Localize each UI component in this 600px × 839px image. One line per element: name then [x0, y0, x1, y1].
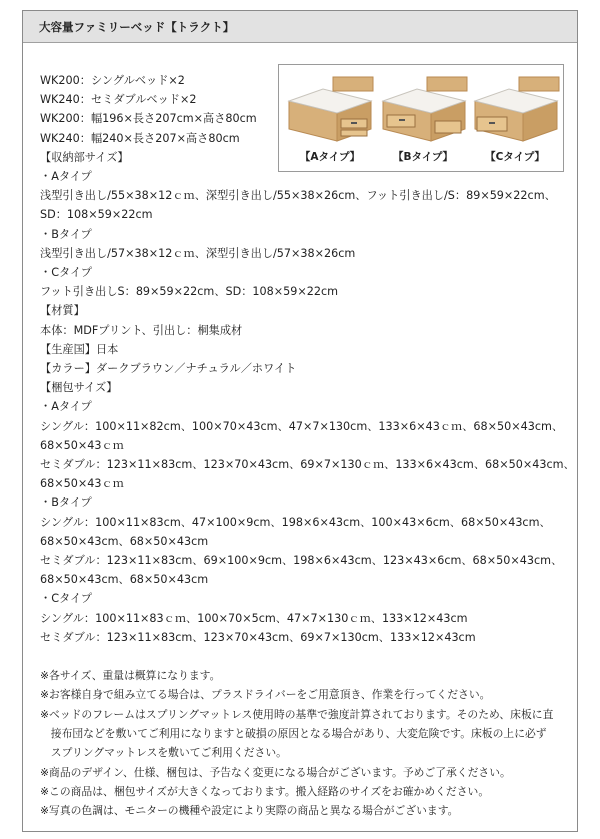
spec-line: 【カラー】ダークブラウン／ナチュラル／ホワイト — [40, 362, 297, 375]
bed-type-a-image — [285, 71, 375, 145]
note-line: ※商品のデザイン、仕様、梱包は、予告なく変更になる場合がございます。予めご了承ください。 — [40, 765, 511, 779]
section-header — [23, 11, 577, 43]
bed-type-b-image — [379, 71, 469, 145]
spec-line: ・Bタイプ — [40, 496, 92, 510]
spec-line: 【収納部サイズ】 — [40, 150, 129, 164]
note-line: 接布団などを敷いてご利用になりますと破損の原因となる場合があり、大変危険です。床板の上に必ず — [40, 726, 547, 740]
note-line: スプリングマットレスを敷いてご利用ください。 — [40, 746, 287, 760]
spec-line: 【生産国】日本 — [40, 342, 119, 356]
spec-line: WK200：幅196×長さ207cm×高さ80cm — [40, 112, 257, 126]
spec-line: 68×50×43cm、68×50×43cm — [40, 573, 209, 587]
spec-line: 本体：MDFプリント、引出し：桐集成材 — [40, 323, 243, 337]
spec-line: 68×50×43cm、68×50×43cm — [40, 534, 209, 548]
page-title: 大容量ファミリーベッド【トラクト】 — [39, 20, 235, 34]
spec-line: セミダブル：123×11×83cm、123×70×43cm、69×7×130ｃｍ、133×6×43cm、68×50×43cm、 — [40, 458, 575, 471]
spec-line: SD：108×59×22cm — [40, 208, 153, 222]
spec-line: ・Bタイプ — [40, 227, 92, 241]
spec-line: シングル：100×11×82cm、100×70×43cm、47×7×130cm、133×6×43ｃｍ、68×50×43cm、 — [40, 419, 564, 433]
spec-line: 浅型引き出し/57×38×12ｃｍ、深型引き出し/57×38×26cm — [40, 246, 356, 260]
spec-line: WK240：幅240×長さ207×高さ80cm — [40, 131, 240, 145]
note-line: ※各サイズ、重量は概算になります。 — [40, 669, 221, 682]
note-line: ※写真の色調は、モニターの機種や設定により実際の商品と異なる場合がございます。 — [40, 804, 459, 818]
spec-line: 68×50×43ｃｍ — [40, 477, 124, 491]
note-line: ※ベッドのフレームはスプリングマットレス使用時の基準で強度計算されております。そのため、床板に直 — [40, 707, 554, 721]
photo-caption-c: 【Cタイプ】 — [485, 151, 545, 163]
spec-line: ・Aタイプ — [40, 400, 92, 414]
photo-caption-b: 【Bタイプ】 — [392, 151, 454, 163]
spec-line: セミダブル：123×11×83cm、69×100×9cm、198×6×43cm、123×43×6cm、68×50×43cm、 — [40, 554, 563, 567]
spec-line: シングル：100×11×83ｃｍ、100×70×5cm、47×7×130ｃｍ、133×12×43cm — [40, 611, 468, 625]
spec-line: セミダブル：123×11×83cm、123×70×43cm、69×7×130cm、133×12×43cm — [40, 630, 476, 644]
note-line: ※お客様自身で組み立てる場合は、プラスドライバーをご用意頂き、作業を行ってください。 — [40, 688, 491, 702]
bed-type-photos — [278, 64, 564, 172]
spec-line: 68×50×43ｃｍ — [40, 438, 124, 452]
bed-type-c-image — [471, 71, 561, 145]
photo-caption-a: 【Aタイプ】 — [299, 151, 361, 163]
spec-line: 【梱包サイズ】 — [40, 381, 118, 395]
note-line: ※この商品は、梱包サイズが大きくなっております。搬入経路のサイズをお確かめください。 — [40, 784, 490, 798]
spec-line: ・Aタイプ — [40, 170, 92, 183]
spec-line: フット引き出しS：89×59×22cm、SD：108×59×22cm — [40, 285, 339, 299]
spec-line: 浅型引き出し/55×38×12ｃｍ、深型引き出し/55×38×26cm、フット引き出し/S：89×59×22cm、 — [40, 189, 556, 203]
spec-line: ・Cタイプ — [40, 592, 93, 606]
spec-line: 【材質】 — [40, 304, 85, 318]
spec-line: シングル：100×11×83cm、47×100×9cm、198×6×43cm、100×43×6cm、68×50×43cm、 — [40, 515, 551, 529]
spec-line: WK200：シングルベッド×2 — [40, 74, 185, 87]
spec-line: WK240：セミダブルベッド×2 — [40, 93, 197, 107]
spec-line: ・Cタイプ — [40, 266, 93, 279]
